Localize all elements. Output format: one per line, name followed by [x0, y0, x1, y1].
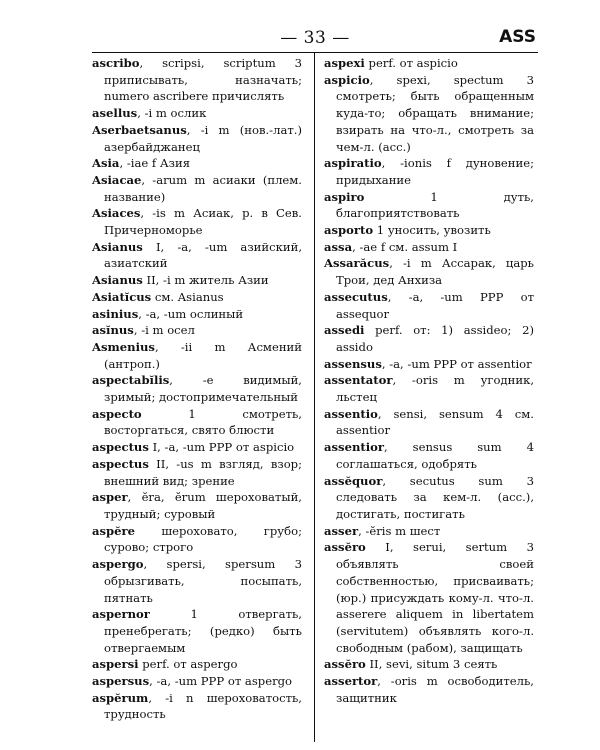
entry-headword: assensus [324, 356, 382, 371]
entry-headword: assecutus [324, 289, 388, 304]
dictionary-entry [92, 523, 302, 556]
entry-headword: assentior [324, 440, 384, 455]
dictionary-entry [92, 556, 302, 606]
entry-headword: aspĕrum [92, 690, 149, 705]
entry-headword: Asiatĭcus [92, 289, 152, 304]
entry-headword: asinius [92, 306, 139, 321]
dictionary-entry [92, 272, 302, 289]
entry-definition: шероховато, грубо; сурово; строго [104, 523, 302, 555]
entry-definition: , -oris m освободитель, защитник [336, 674, 534, 705]
page-number: — 33 — [280, 28, 350, 48]
dictionary-entry [324, 189, 534, 222]
entry-headword: assertor [324, 674, 378, 689]
entry-definition: , secutus sum 3 следовать за кем-л. (асс.), достигать, постигать [336, 473, 534, 521]
entry-headword: assĕquor [324, 473, 383, 488]
right-column [324, 55, 534, 706]
entry-definition: 1 смотреть, восторгаться, свято блюсти [104, 406, 302, 438]
entry-headword: aspectabĭlis [92, 373, 170, 388]
entry-definition: , -ae f см. assum I [352, 239, 458, 254]
dictionary-entry [324, 222, 534, 239]
dictionary-entry [324, 322, 534, 355]
dictionary-entry [324, 289, 534, 322]
entry-headword: aspĕre [92, 523, 136, 538]
dictionary-entry [92, 239, 302, 272]
entry-headword: asser [324, 523, 359, 538]
entry-definition: , -ĕris m шест [358, 523, 441, 538]
entry-headword: Assarăcus [324, 256, 390, 271]
dictionary-entry [92, 306, 302, 323]
dictionary-entry [324, 239, 534, 256]
entry-definition: , -a, -um PPP от assentior [381, 356, 532, 371]
entry-definition: , -i m (нов.-лат.) азербайджанец [104, 122, 302, 154]
dictionary-entry [92, 673, 302, 690]
dictionary-entry [324, 72, 534, 156]
entry-headword: aspergo [92, 557, 144, 572]
running-head: ASS [499, 27, 536, 47]
dictionary-entry [92, 172, 302, 205]
dictionary-entry [92, 606, 302, 656]
entry-headword: assĕro [324, 540, 366, 555]
entry-definition: , -ii m Асмений (антроп.) [104, 339, 302, 371]
entry-headword: aspiro [324, 189, 365, 204]
entry-definition: , spexi, spectum 3 смотреть; быть обращенным куда-то; обращать внимание; взирать на что-л., смотреть за чем-л. (асс.) [336, 72, 534, 154]
dictionary-entry [92, 456, 302, 489]
dictionary-entry [324, 406, 534, 439]
dictionary-entry [92, 372, 302, 405]
entry-headword: asellus [92, 106, 138, 121]
entry-headword: aspecto [92, 406, 142, 421]
entry-definition: 1 дуть, благоприятствовать [336, 189, 534, 221]
dictionary-entry [92, 289, 302, 306]
entry-definition: 1 отвергать, пренебрегать; (редко) быть отвергаемым [104, 607, 302, 655]
entry-headword: Asiacae [92, 172, 142, 187]
entry-headword: aspernor [92, 607, 150, 622]
dictionary-entry [92, 690, 302, 723]
entry-definition: , -ionis f дуновение; придыхание [336, 156, 534, 187]
entry-headword: assĕro [324, 657, 366, 672]
entry-headword: asĭnus [92, 323, 134, 338]
entry-definition: , -a, -um PPP от assequor [336, 289, 534, 321]
entry-definition: , sensi, sensum 4 см. assentior [336, 406, 534, 438]
entry-headword: aspersus [92, 674, 150, 689]
entry-headword: aspicio [324, 72, 370, 87]
entry-headword: asper [92, 490, 128, 505]
entry-headword: assentator [324, 373, 393, 388]
dictionary-entry [324, 673, 534, 706]
page-header [92, 26, 538, 50]
entry-definition: , -e видимый, зримый; достопримечательный [104, 373, 302, 405]
dictionary-entry [324, 523, 534, 540]
entry-definition: , -i n шероховатость, трудность [104, 690, 302, 722]
entry-headword: aspexi [324, 56, 365, 70]
dictionary-entry [324, 255, 534, 288]
entry-headword: aspersi [92, 657, 139, 672]
entry-definition: , spersi, spersum 3 обрызгивать, посыпать, пятнать [104, 557, 302, 605]
entry-definition: , scripsi, scriptum 3 приписывать, назначать; numero ascribere причислять [104, 56, 302, 104]
entry-definition: I, -a, -um PPP от aspicio [148, 440, 295, 455]
entry-definition: II, -i m житель Азии [142, 273, 269, 288]
dictionary-entry [92, 439, 302, 456]
header-rule [92, 52, 538, 53]
entry-headword: asporto [324, 223, 374, 238]
entry-definition: I, serui, sertum 3 объявлять своей собственностью, присваивать; (юр.) присуждать кому-л. что-л. asserere aliquem in libertatem (servitutem) объявлять кого-л. свободным (рабом), защищать [336, 540, 534, 655]
entry-definition: , -is m Асиак, р. в Сев. Причерноморье [104, 206, 302, 238]
dictionary-entry [324, 656, 534, 673]
dictionary-entry [92, 406, 302, 439]
dictionary-entry [324, 55, 534, 72]
entry-definition: , -a, -um ослиный [138, 306, 244, 321]
entry-definition: perf. от aspicio [364, 56, 458, 70]
entry-headword: aspiratio [324, 156, 382, 171]
entry-definition: 1 уносить, увозить [373, 223, 491, 238]
entry-definition: I, -a, -um азийский, азиатский [104, 239, 302, 271]
dictionary-entry [92, 205, 302, 238]
dictionary-entry [92, 322, 302, 339]
entry-headword: Asianus [92, 239, 143, 254]
dictionary-entry [324, 356, 534, 373]
dictionary-entry [324, 473, 534, 523]
entry-headword: aspectus [92, 440, 149, 455]
dictionary-entry [92, 55, 302, 105]
entry-headword: Asiaces [92, 206, 141, 221]
entry-definition: , -arum m асиаки (плем. название) [104, 172, 302, 204]
dictionary-entry [92, 122, 302, 155]
entry-definition: , -oris m угодник, льстец [336, 373, 534, 405]
entry-definition: , -a, -um PPP от aspergo [149, 674, 293, 689]
entry-definition: , ĕra, ĕrum шероховатый, трудный; суровый [104, 490, 302, 521]
entry-headword: assedi [324, 323, 365, 338]
left-column [92, 55, 302, 723]
entry-definition: , sensus sum 4 соглашаться, одобрять [336, 440, 534, 471]
entry-headword: assentio [324, 406, 378, 421]
entry-definition: , -i m ослик [137, 106, 207, 121]
dictionary-entry [324, 155, 534, 188]
dictionary-entry [92, 155, 302, 172]
entry-headword: ascribo [92, 56, 140, 70]
entry-definition: , -iae f Азия [119, 156, 191, 171]
dictionary-entry [324, 439, 534, 472]
entry-definition: см. Asianus [151, 289, 224, 304]
dictionary-entry [92, 339, 302, 372]
entry-definition: perf. от: 1) assideo; 2) assido [336, 323, 534, 354]
entry-headword: Asmenius [92, 339, 155, 354]
dictionary-entry [324, 372, 534, 405]
entry-headword: Asianus [92, 273, 143, 288]
entry-definition: , -i m осел [133, 323, 195, 338]
entry-headword: Aserbaetsanus [92, 122, 187, 137]
entry-headword: aspectus [92, 456, 149, 471]
entry-definition: II, sevi, situm 3 сеять [365, 657, 498, 672]
entry-headword: Asia [92, 156, 120, 171]
entry-definition: II, -us m взгляд, взор; внешний вид; зрение [104, 456, 302, 488]
dictionary-entry [92, 489, 302, 522]
column-divider [314, 52, 315, 742]
entry-headword: assa [324, 239, 353, 254]
dictionary-entry [92, 105, 302, 122]
dictionary-entry [324, 539, 534, 656]
dictionary-entry [92, 656, 302, 673]
entry-definition: , -i m Ассарак, царь Трои, дед Анхиза [336, 256, 534, 288]
entry-definition: perf. от aspergo [138, 657, 238, 672]
